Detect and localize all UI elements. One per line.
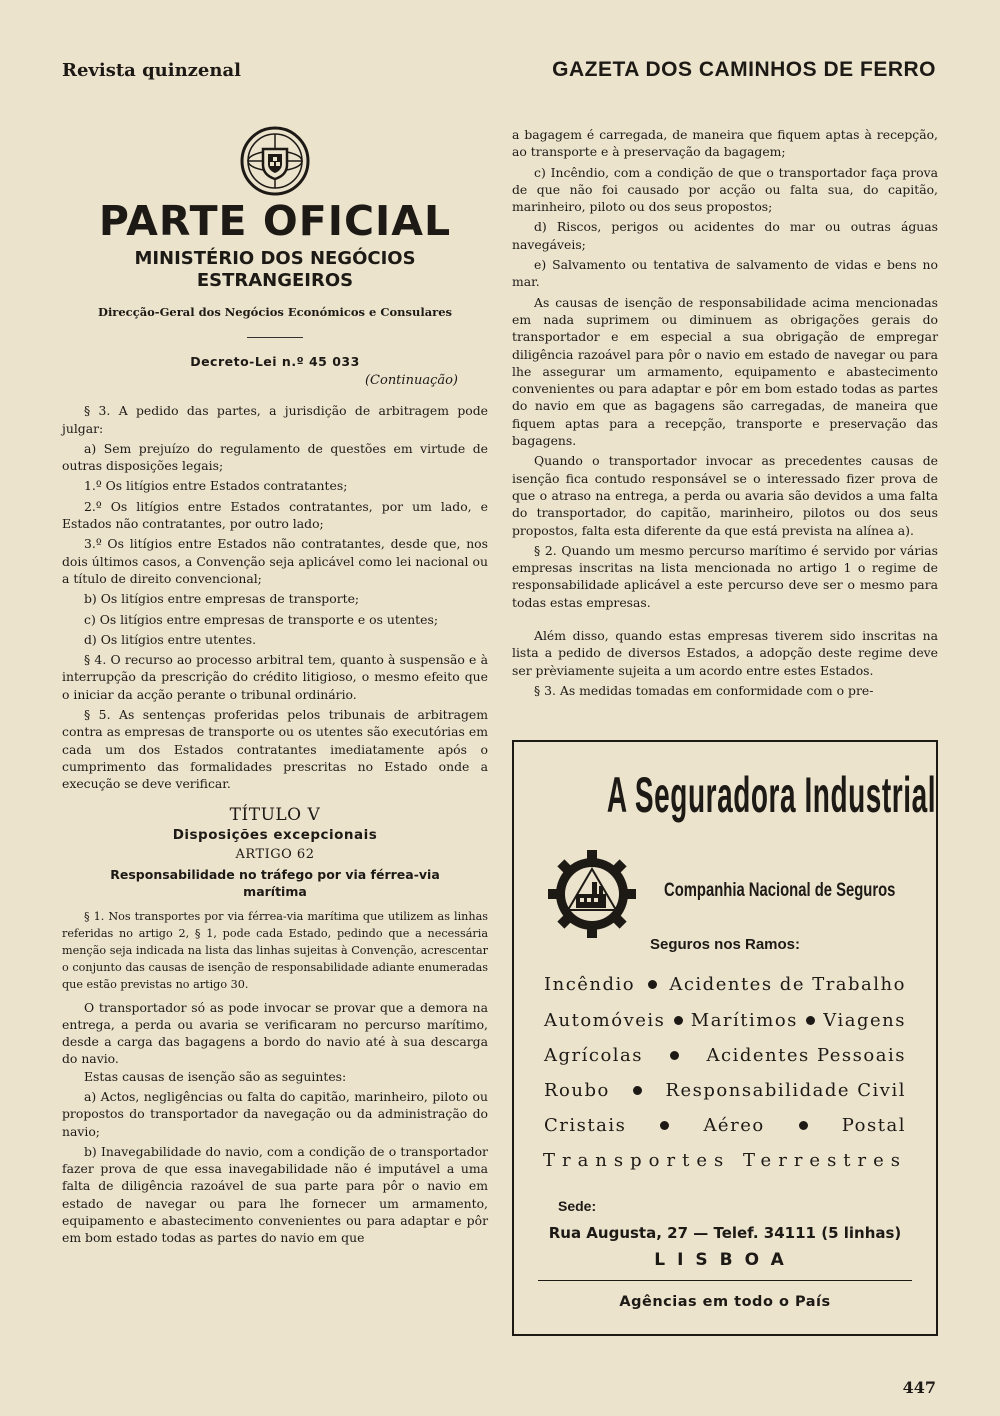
agencies-line: Agências em todo o País bbox=[619, 1294, 831, 1310]
branch-item: Cristais bbox=[544, 1115, 627, 1136]
bullet-icon bbox=[670, 1051, 679, 1060]
branch-item: Postal bbox=[841, 1115, 906, 1136]
paragraph: d) Riscos, perigos ou acidentes do mar ou outras águas navegáveis; bbox=[512, 219, 938, 252]
journal-frequency: Revista quinzenal bbox=[62, 60, 241, 81]
branches-line bbox=[544, 1080, 906, 1101]
branch-item: Transportes Terrestres bbox=[542, 1150, 908, 1171]
company-subtitle: Companhia Nacional de Seguros bbox=[664, 880, 896, 901]
article-subject: Responsabilidade no tráfego por via férrea-via marítima bbox=[110, 866, 440, 899]
branch-item: Responsabilidade Civil bbox=[665, 1080, 906, 1101]
paragraph: § 5. As sentenças proferidas pelos tribunais de arbitragem contra as empresas de transporte ou os utentes são executórias em cada um dos Estados contratantes imediatamente após o cumprimento das formalidades prescritas no Estado onde a execução se deve verificar. bbox=[62, 707, 488, 792]
decree-number: Decreto-Lei n.º 45 033 bbox=[190, 354, 360, 370]
continuation-note: (Continuação) bbox=[364, 373, 458, 389]
branch-item: Aéreo bbox=[703, 1115, 765, 1136]
ministry-name: MINISTÉRIO DOS NEGÓCIOS ESTRANGEIROS bbox=[134, 248, 416, 291]
divider bbox=[538, 1280, 912, 1281]
left-column bbox=[62, 125, 488, 1247]
paragraph: c) Incêndio, com a condição de que o transportador faça prova de que não foi causado por acção ou falta sua, do capitão, marinheiro, piloto ou dos seus propostos; bbox=[512, 164, 938, 215]
paragraph: § 4. O recurso ao processo arbitral tem, quanto à suspensão e à interrupção da prescrição do crédito litigioso, o mesmo efeito que o iniciar da acção perante o tribunal ordinário. bbox=[62, 652, 488, 702]
branches-line bbox=[544, 1010, 906, 1031]
branch-item: Viagens bbox=[823, 1010, 906, 1031]
paragraph: As causas de isenção de responsabilidade acima mencionadas em nada suprimem ou diminuem as obrigações gerais do transportador e em especial a sua obrigação de empregar diligência razoável para pôr o navio em estado de navegar ou para lhe assegurar um armamento, equipamento e abastecimento convenientes ou para adaptar e pôr em bom estado todas as partes do navio em que as bagagens são carregadas, de maneira que fiquem aptas para a recepção, transporte e preservação das bagagens. bbox=[512, 294, 938, 449]
paragraph: d) Os litígios entre utentes. bbox=[84, 631, 257, 647]
address-line: Rua Augusta, 27 — Telef. 34111 (5 linhas) bbox=[548, 1224, 902, 1242]
paragraph: 3.º Os litígios entre Estados não contratantes, desde que, nos dois últimos casos, a Convenção seja aplicável como lei nacional ou a título de direito convencional; bbox=[62, 536, 488, 586]
branch-item: Roubo bbox=[544, 1080, 610, 1101]
bullet-icon bbox=[648, 980, 657, 989]
title-heading: TÍTULO V bbox=[229, 804, 321, 825]
decree-text-part2 bbox=[62, 999, 488, 1247]
paragraph: 2.º Os litígios entre Estados contratantes, por um lado, e Estados não contratantes, por outro lado; bbox=[62, 498, 488, 532]
branch-item: Incêndio bbox=[544, 974, 636, 995]
branch-item: Automóveis bbox=[544, 1010, 666, 1031]
paragraph: b) Os litígios entre empresas de transporte; bbox=[84, 591, 360, 607]
branch-item: Acidentes de Trabalho bbox=[669, 974, 906, 995]
factory-gear-logo-icon bbox=[546, 848, 638, 940]
bullet-icon bbox=[660, 1121, 669, 1130]
paragraph: a bagagem é carregada, de maneira que fiquem aptas à recepção, ao transporte e à preservação da bagagem; bbox=[512, 127, 938, 160]
paragraph: Além disso, quando estas empresas tiverem sido inscritas na lista a pedido de diversos Estados, a adopção deste regime deve ser prèviamente sujeita a um acordo entre estes Estados. bbox=[512, 628, 938, 678]
right-column bbox=[512, 126, 938, 699]
paragraph: § 3. As medidas tomadas em conformidade com o pre- bbox=[534, 682, 874, 698]
branches-line bbox=[544, 1150, 906, 1171]
bullet-icon bbox=[799, 1121, 808, 1130]
paragraph: 1.º Os litígios entre Estados contratantes; bbox=[84, 478, 348, 494]
paragraph: § 2. Quando um mesmo percurso marítimo é servido por várias empresas inscritas na lista mencionada no artigo 1 o regime de responsabilidade aplicável a este percurso deve ser o mesmo para todas estas empresas. bbox=[512, 542, 938, 610]
bullet-icon bbox=[674, 1016, 683, 1025]
paragraph: § 1. Nos transportes por via férrea-via marítima que utilizem as linhas referidas no artigo 2, § 1, pode cada Estado, pedindo que a necessária menção seja indicada na lista das linhas sujeitas à Convenção, acrescentar o conjunto das causas de isenção de responsabilidade adiante enumeradas que estão previstas no artigo 30. bbox=[62, 909, 488, 991]
branch-item: Marítimos bbox=[690, 1010, 798, 1031]
paragraph: e) Salvamento ou tentativa de salvamento de vidas e bens no mar. bbox=[512, 257, 938, 290]
decree-text-small bbox=[62, 908, 488, 993]
paragraph: b) Inavegabilidade do navio, com a condição de o transportador fazer prova de que essa inavegabilidade não é imputável a uma falta de diligência razoável de sua parte para pôr o navio em estado de navegar ou para lhe fornecer um armamento, equipamento e abastecimento convenientes ou para adaptar e pôr em bom estado todas as partes do navio em que bbox=[62, 1143, 488, 1246]
directorate-name: Direcção-Geral dos Negócios Económicos e Consulares bbox=[97, 305, 453, 320]
page-number: 447 bbox=[902, 1378, 936, 1397]
paragraph: O transportador só as pode invocar se provar que a demora na entrega, a perda ou avaria se verificaram no percurso marítimo, desde a carga das bagagens a bordo do navio até à sua descarga do navio. bbox=[62, 999, 488, 1067]
divider bbox=[247, 337, 303, 338]
coat-of-arms-icon bbox=[239, 125, 311, 197]
branch-item: Acidentes Pessoais bbox=[706, 1045, 906, 1066]
bullet-icon bbox=[806, 1016, 815, 1025]
branch-item: Agrícolas bbox=[544, 1045, 644, 1066]
city-name: LISBOA bbox=[654, 1250, 796, 1270]
branches-title: Seguros nos Ramos: bbox=[649, 936, 801, 953]
journal-title: GAZETA DOS CAMINHOS DE FERRO bbox=[552, 58, 936, 81]
paragraph: Estas causas de isenção são as seguintes: bbox=[84, 1068, 347, 1084]
paragraph: a) Actos, negligências ou falta do capitão, marinheiro, piloto ou propostos do transportador da navegação ou da administração do navio; bbox=[62, 1089, 488, 1139]
insurance-advertisement bbox=[512, 740, 938, 1336]
section-title: PARTE OFICIAL bbox=[98, 197, 452, 245]
paragraph: a) Sem prejuízo do regulamento de questões em virtude de outras disposições legais; bbox=[62, 440, 488, 474]
branches-line bbox=[544, 1045, 906, 1066]
subtitle-heading: Disposições excepcionais bbox=[172, 826, 378, 843]
bullet-icon bbox=[633, 1086, 642, 1095]
ad-title: A Seguradora Industrial bbox=[606, 767, 937, 823]
branches-line bbox=[544, 1115, 906, 1136]
headquarters-label: Sede: bbox=[558, 1198, 597, 1214]
article-heading: ARTIGO 62 bbox=[235, 846, 315, 862]
branches-line bbox=[544, 974, 906, 995]
paragraph: § 3. A pedido das partes, a jurisdição de arbitragem pode julgar: bbox=[62, 403, 488, 436]
paragraph: Quando o transportador invocar as precedentes causas de isenção fica contudo responsável se o interessado fizer prova de que o atraso na entrega, a perda ou avaria são devidos a uma falta do transportador, do capitão, marinheiro, pilotos ou dos seus propostos, falta esta diferente da que está prevista na alínea a). bbox=[512, 453, 938, 538]
paragraph: c) Os litígios entre empresas de transporte e os utentes; bbox=[84, 611, 439, 627]
decree-text-part1 bbox=[62, 402, 488, 792]
